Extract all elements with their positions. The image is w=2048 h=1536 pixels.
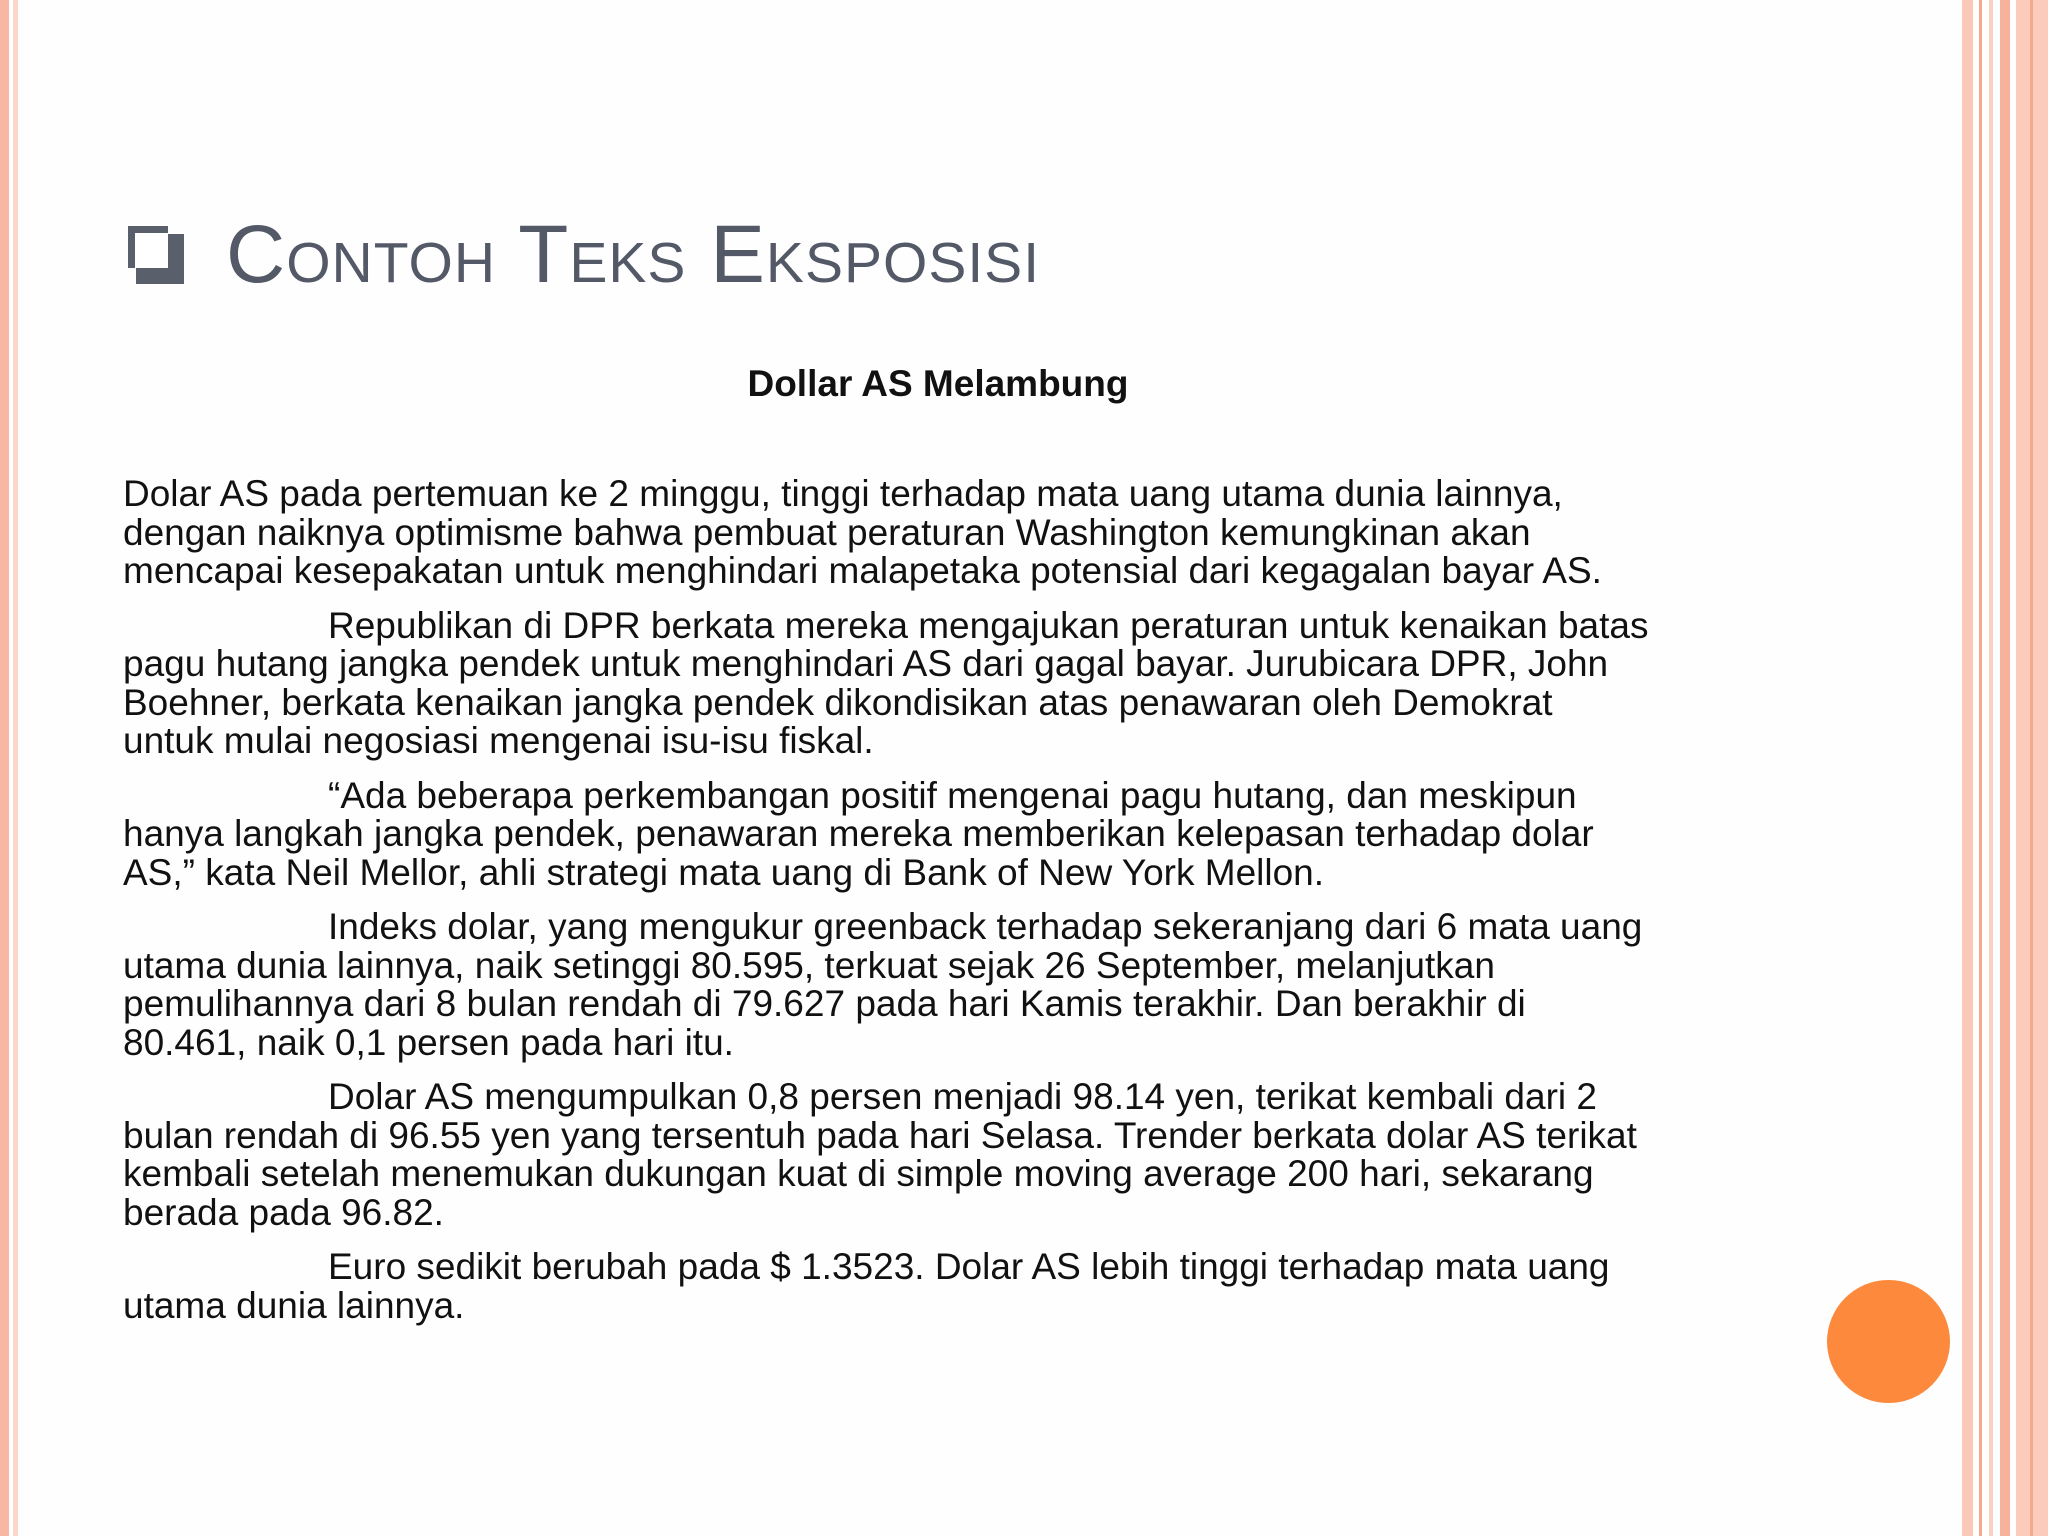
paragraph-line: Dolar AS pada pertemuan ke 2 minggu, tinggi terhadap mata uang utama dunia lainnya,	[123, 473, 1563, 514]
paragraph-line: mencapai kesepakatan untuk menghindari malapetaka potensial dari kegagalan bayar AS.	[123, 550, 1602, 591]
frame-stripe-left-inner	[13, 0, 18, 1536]
frame-stripe-right-3	[1989, 0, 1993, 1536]
paragraph-line: berada pada 96.82.	[123, 1191, 444, 1233]
paragraph-line: “Ada beberapa perkembangan positif mengenai pagu hutang, dan meskipun	[328, 774, 1577, 816]
accent-circle	[1827, 1280, 1950, 1403]
paragraph-line: Boehner, berkata kenaikan jangka pendek dikondisikan atas penawaran oleh Demokrat	[123, 681, 1553, 723]
paragraph-line: pemulihannya dari 8 bulan rendah di 79.627 pada hari Kamis terakhir. Dan berakhir di	[123, 983, 1526, 1024]
article-body	[123, 475, 1763, 1341]
paragraph-line: hanya langkah jangka pendek, penawaran mereka memberikan kelepasan terhadap dolar	[123, 813, 1594, 854]
checkbox-icon	[128, 226, 184, 284]
paragraph-line: Republikan di DPR berkata mereka mengajukan peraturan untuk kenaikan batas	[328, 604, 1649, 646]
article-title: Dollar AS Melambung	[747, 363, 1129, 404]
paragraph	[123, 604, 1763, 761]
paragraph-line: utama dunia lainnya, naik setinggi 80.595, terkuat sejak 26 September, melanjutkan	[123, 944, 1495, 986]
paragraph-line: 80.461, naik 0,1 persen pada hari itu.	[123, 1021, 734, 1063]
paragraph-line: AS,” kata Neil Mellor, ahli strategi mata uang di Bank of New York Mellon.	[123, 851, 1325, 893]
paragraph-line: Dolar AS mengumpulkan 0,8 persen menjadi 98.14 yen, terikat kembali dari 2	[328, 1076, 1597, 1117]
paragraph-line: bulan rendah di 96.55 yen yang tersentuh pada hari Selasa. Trender berkata dolar AS terikat	[123, 1114, 1637, 1156]
paragraph-line: untuk mulai negosiasi mengenai isu-isu fiskal.	[123, 720, 874, 761]
frame-stripe-left-outer	[0, 0, 9, 1536]
paragraph	[123, 1248, 1763, 1325]
frame-stripe-right-6	[2030, 0, 2033, 1536]
paragraph	[123, 1078, 1763, 1232]
frame-stripe-right-2	[1979, 0, 1982, 1536]
paragraph-line: pagu hutang jangka pendek untuk menghindari AS dari gagal bayar. Jurubicara DPR, John	[123, 643, 1609, 684]
title-row	[128, 209, 1041, 300]
paragraph	[123, 475, 1763, 591]
paragraph-line: Indeks dolar, yang mengukur greenback terhadap sekeranjang dari 6 mata uang	[328, 906, 1643, 947]
paragraph-line: Euro sedikit berubah pada $ 1.3523. Dolar AS lebih tinggi terhadap mata uang	[328, 1246, 1610, 1287]
paragraph-line: dengan naiknya optimisme bahwa pembuat peraturan Washington kemungkinan akan	[123, 511, 1531, 553]
paragraph	[123, 908, 1763, 1062]
page-title: Contoh Teks Eksposisi	[226, 209, 1041, 300]
paragraph-line: kembali setelah menemukan dukungan kuat di simple moving average 200 hari, sekarang	[123, 1153, 1594, 1194]
paragraph	[123, 774, 1763, 893]
paragraph-line: utama dunia lainnya.	[123, 1284, 465, 1326]
frame-stripe-right-1	[1962, 0, 1973, 1536]
frame-stripe-right-4	[2000, 0, 2010, 1536]
